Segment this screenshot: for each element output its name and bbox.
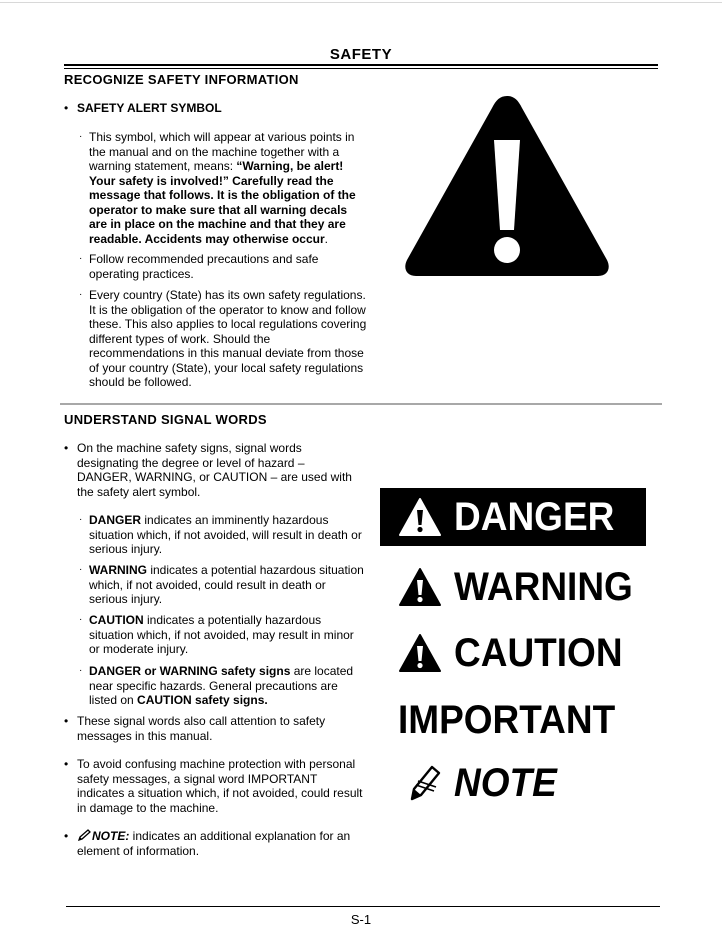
warning-definition-text: indicates a potential hazardous situation which, if not avoided, could result in death or serious injury. bbox=[89, 563, 364, 606]
caution-word: CAUTION bbox=[454, 630, 623, 675]
bullet-mark: • bbox=[64, 101, 69, 115]
danger-definition-text: indicates an imminently hazardous situation which, if not avoided, will result in death or serious injury. bbox=[89, 513, 362, 556]
warning-term: WARNING bbox=[89, 563, 147, 577]
signs-text: are located near specific hazards. General precautions are listed on bbox=[89, 664, 354, 707]
signs-bold-text-2: CAUTION safety signs. bbox=[137, 693, 268, 707]
attention-text: These signal words also call attention to safety messages in this manual. bbox=[77, 714, 326, 743]
follow-precautions-text: Follow recommended precautions and safe operating practices. bbox=[89, 252, 319, 281]
bullet-safety-alert-symbol bbox=[64, 101, 364, 116]
pencil-icon bbox=[77, 829, 92, 842]
important-word: IMPORTANT bbox=[398, 697, 616, 742]
important-sign bbox=[398, 695, 615, 745]
danger-term: DANGER bbox=[89, 513, 142, 527]
page-title: SAFETY bbox=[329, 46, 393, 63]
caution-definition-text: indicates a potentially hazardous situation which, if not avoided, may result in minor or moderate injury. bbox=[89, 613, 354, 656]
header-rule-thin bbox=[64, 68, 658, 69]
note-sign bbox=[406, 758, 557, 808]
subbullet-safety-signs: · DANGER or WARNING safety signs are located near specific hazards. General precautions are listed on CAUTION safety signs. bbox=[79, 664, 354, 707]
bullet-note: • NOTE: indicates an additional explanation for an element of information. bbox=[64, 829, 351, 858]
bullet-signal-attention: • These signal words also call attention to safety messages in this manual. bbox=[64, 714, 349, 743]
header-rule bbox=[64, 64, 658, 66]
page-number: S-1 bbox=[350, 912, 372, 927]
subbullet-caution-definition: · CAUTION indicates a potentially hazardous situation which, if not avoided, may result in minor or moderate injury. bbox=[79, 613, 354, 656]
section-divider bbox=[60, 403, 662, 405]
section-title-recognize: RECOGNIZE SAFETY INFORMATION bbox=[64, 72, 299, 87]
subbullet-symbol-meaning: · This symbol, which will appear at various points in the manual and on the machine together with a warning statement, means: “Warning, be alert! Your safety is involved!” Carefully read the message that follows. It is the obligation of the operator to make sure that all warning decals are in place on the machine and that they are readable. Accidents may otherwise occur. bbox=[79, 130, 356, 246]
symbol-meaning-bold: “Warning, be alert! Your safety is involved!” Carefully read the message that follows. It is the obligation of the operator to make sure that all warning decals are in place on the machine and that they are readable. Accidents may otherwise occur bbox=[89, 159, 356, 246]
bullet-important: • To avoid confusing machine protection with personal safety messages, a signal word IMPORTANT indicates a situation which, if not avoided, could result in damage to the machine. bbox=[64, 757, 363, 815]
top-border bbox=[0, 2, 722, 3]
alert-triangle-icon bbox=[398, 567, 442, 607]
safety-alert-symbol-icon bbox=[402, 92, 612, 282]
signs-bold-text: DANGER or WARNING safety signs bbox=[89, 664, 291, 678]
caution-term: CAUTION bbox=[89, 613, 144, 627]
warning-sign bbox=[380, 562, 633, 612]
subbullet-danger-definition: · DANGER indicates an imminently hazardous situation which, if not avoided, will result in death or serious injury. bbox=[79, 513, 362, 556]
bullet-signal-intro: • On the machine safety signs, signal words designating the degree or level of hazard – DANGER, WARNING, or CAUTION – are used with the safety alert symbol. bbox=[64, 441, 359, 499]
warning-word: WARNING bbox=[454, 564, 633, 609]
caution-sign bbox=[380, 628, 623, 678]
note-word: NOTE bbox=[454, 760, 557, 805]
signal-words-panel bbox=[380, 488, 652, 818]
danger-word: DANGER bbox=[454, 494, 615, 539]
subbullet-country-regulations: · Every country (State) has its own safety regulations. It is the obligation of the operator to know and follow these. This also applies to local regulations covering different types of work. Should the recommendations in this manual deviate from those of your country (State), your local safety regulations should be followed. bbox=[79, 288, 367, 389]
subbullet-follow-precautions: · Follow recommended precautions and safe operating practices. bbox=[77, 252, 337, 281]
symbol-meaning-lead: This symbol, which will appear at various points in the manual and on the machine together with a warning statement, means: bbox=[89, 130, 355, 173]
alert-triangle-icon bbox=[398, 633, 442, 673]
pencil-icon bbox=[406, 763, 442, 803]
footer-rule bbox=[66, 906, 660, 907]
section-title-signal-words: UNDERSTAND SIGNAL WORDS bbox=[64, 412, 267, 427]
symbol-meaning-tail: . bbox=[324, 231, 328, 246]
subbullet-warning-definition: · WARNING indicates a potential hazardous situation which, if not avoided, could result in death or serious injury. bbox=[79, 563, 364, 606]
signal-intro-text: On the machine safety signs, signal words designating the degree or level of hazard – DANGER, WARNING, or CAUTION – are used with the safety alert symbol. bbox=[77, 441, 352, 499]
note-label: NOTE: bbox=[92, 829, 130, 843]
bullet-title: SAFETY ALERT SYMBOL bbox=[77, 101, 222, 115]
alert-triangle-icon bbox=[398, 497, 442, 537]
note-text: indicates an additional explanation for an element of information. bbox=[77, 829, 351, 858]
country-regulations-text: Every country (State) has its own safety regulations. It is the obligation of the operator to know and follow these. This also applies to local regulations covering different types of work. Should the recommendations in this manual deviate from those of your country (State), your local safety regulations should be followed. bbox=[89, 288, 367, 389]
danger-sign bbox=[380, 488, 646, 546]
important-text: To avoid confusing machine protection with personal safety messages, a signal word IMPORTANT indicates a situation which, if not avoided, could result in damage to the machine. bbox=[77, 757, 363, 815]
